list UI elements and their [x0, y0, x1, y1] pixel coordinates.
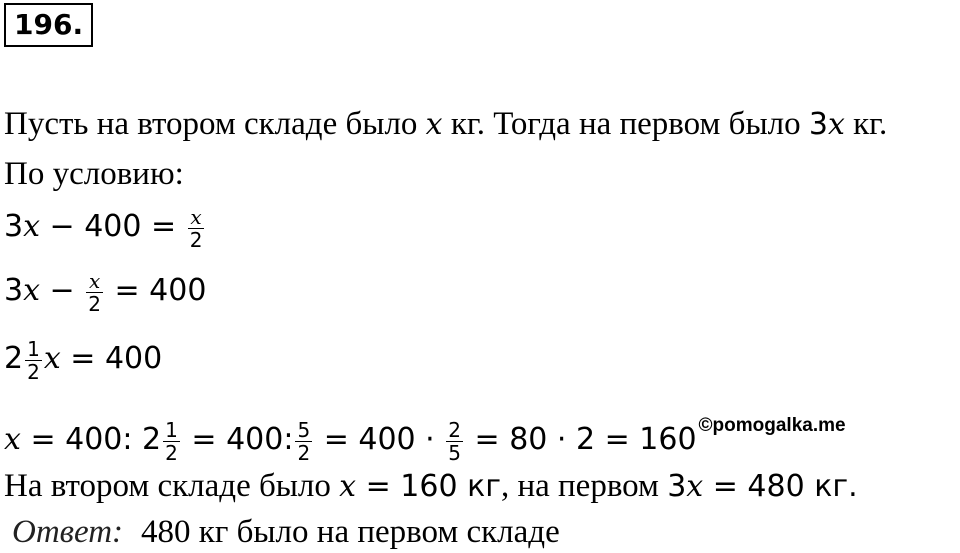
variable-x: x — [4, 422, 21, 457]
result-eq-2: = 480 кг. — [703, 469, 858, 504]
problem-number: 196. — [4, 3, 93, 47]
eq3-rhs: = 400 — [60, 341, 163, 377]
variable-x: x — [827, 107, 845, 142]
fraction — [295, 419, 312, 464]
eq3-whole: 2 — [4, 341, 24, 377]
fraction-numerator: 2 — [448, 417, 461, 442]
coefficient: 3 — [808, 107, 828, 142]
eq4-part-1: = 400: 2 — [20, 422, 162, 457]
result-text-2: , на первом — [500, 468, 668, 504]
variable-x: x — [425, 107, 443, 142]
equation-4 — [4, 406, 846, 464]
result-text-1: На втором складе было — [4, 468, 340, 504]
answer-label: Ответ: — [12, 514, 124, 550]
fraction-numerator: 5 — [297, 417, 311, 442]
eq2-rhs: = 400 — [104, 273, 207, 309]
fraction-denominator: 2 — [27, 360, 40, 384]
eq4-part-3: = 400 · — [314, 422, 445, 457]
variable-x: x — [23, 209, 41, 245]
fraction — [25, 338, 42, 383]
watermark: ©pomogalka.me — [698, 415, 846, 436]
intro-line — [4, 104, 887, 145]
equation-2 — [4, 270, 206, 315]
fraction-denominator: 5 — [448, 440, 461, 465]
intro-text-3: кг. — [844, 106, 888, 142]
eq1-coef: 3 — [4, 209, 24, 245]
fraction-numerator: 1 — [165, 417, 178, 442]
fraction-numerator: 1 — [27, 337, 40, 361]
equation-1 — [4, 206, 206, 251]
eq4-part-4: = 80 · 2 = 160 — [464, 422, 697, 457]
fraction — [163, 419, 180, 464]
condition-label: По условию: — [4, 156, 184, 192]
answer-text: 480 кг было на первом складе — [141, 514, 560, 550]
fraction-denominator: 2 — [189, 228, 203, 252]
intro-text-2: кг. Тогда на первом было — [442, 106, 809, 142]
answer-line — [4, 512, 560, 552]
variable-x: x — [339, 469, 357, 504]
fraction — [86, 270, 103, 315]
fraction — [188, 206, 205, 251]
variable-x: x — [686, 469, 704, 504]
fraction — [446, 419, 463, 464]
fraction-numerator: x — [86, 270, 103, 293]
eq2-coef: 3 — [4, 273, 24, 309]
variable-x: x — [23, 273, 41, 309]
eq2-op: − — [40, 273, 85, 309]
eq1-rest: − 400 = — [40, 209, 186, 245]
intro-text-1: Пусть на втором складе было — [4, 106, 426, 142]
equation-3 — [4, 338, 162, 383]
eq4-part-2: = 400: — [181, 422, 294, 457]
result-coef: 3 — [667, 469, 687, 504]
fraction-denominator: 2 — [297, 440, 311, 465]
fraction-denominator: 2 — [88, 292, 101, 316]
result-line — [4, 466, 858, 507]
variable-x: x — [43, 341, 61, 377]
fraction-numerator: x — [188, 206, 205, 229]
fraction-denominator: 2 — [165, 440, 178, 465]
result-eq-1: = 160 кг — [356, 469, 501, 504]
